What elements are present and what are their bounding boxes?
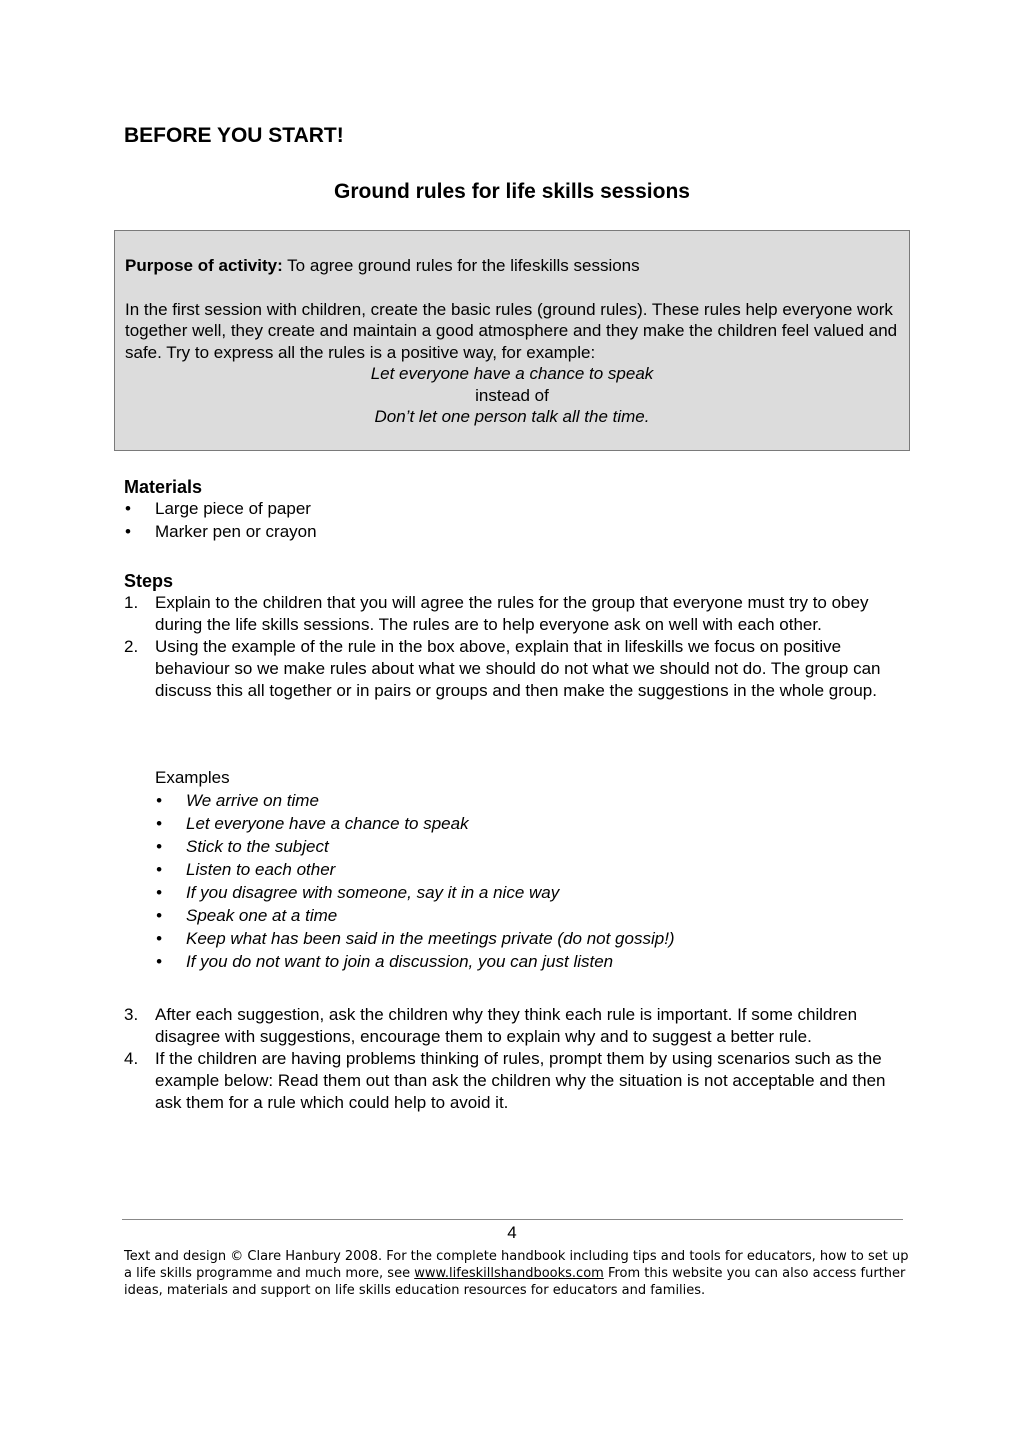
footer-divider — [122, 1219, 903, 1220]
materials-list — [124, 498, 904, 544]
website-link[interactable]: www.lifeskillshandbooks.com — [414, 1266, 604, 1281]
purpose-intro: In the first session with children, create the basic rules (ground rules). These rules help everyone work together well, they create and maintain a good atmosphere and they make the children feel valued and safe. Try to express all the rules is a positive way, for example: — [125, 299, 898, 362]
example-good: Let everyone have a chance to speak — [370, 364, 654, 383]
example-item: • We arrive on time — [155, 790, 895, 813]
steps-heading: Steps — [124, 571, 174, 591]
step-text: After each suggestion, ask the children why they think each rule is important. If some children disagree with suggestions, encourage them to explain why and to suggest a better rule. — [155, 1005, 858, 1046]
instead-of: instead of — [475, 385, 549, 405]
step-number: 4. — [124, 1049, 139, 1068]
steps-continued — [124, 1004, 904, 1114]
step-number: 2. — [124, 637, 139, 656]
example-item: • If you disagree with someone, say it in a nice way — [155, 882, 895, 905]
step-item — [124, 1004, 904, 1048]
purpose-label: Purpose of activity: — [125, 256, 283, 275]
step-text: If the children are having problems thinking of rules, prompt them by using scenarios such as the example below: Read them out than ask the children why the situation is not acceptable and then ask them for a rule which could help to avoid it. — [155, 1049, 886, 1112]
step-text: Using the example of the rule in the box above, explain that in lifeskills we focus on positive behaviour so we make rules about what we should do not what we should not do. The group can discuss this all together or in pairs or groups and then make the suggestions in the whole group. — [155, 637, 881, 700]
steps-list — [124, 592, 904, 702]
example-item: • Keep what has been said in the meetings private (do not gossip!) — [155, 928, 895, 951]
step-number: 1. — [124, 593, 139, 612]
purpose-box — [114, 230, 910, 451]
step-number: 3. — [124, 1005, 139, 1024]
examples-label: Examples — [155, 768, 230, 787]
step-item — [124, 636, 904, 702]
example-bad: Don’t let one person talk all the time. — [374, 407, 650, 426]
examples-list — [155, 790, 895, 974]
example-item: • Speak one at a time — [155, 905, 895, 928]
step-text: Explain to the children that you will agree the rules for the group that everyone must try to obey during the life skills sessions. The rules are to help everyone ask on well with each other. — [155, 593, 869, 634]
example-item: • Listen to each other — [155, 859, 895, 882]
steps-section — [124, 570, 904, 702]
section-kicker: BEFORE YOU START! — [124, 124, 344, 147]
example-item: • Let everyone have a chance to speak — [155, 813, 895, 836]
page-number: 4 — [507, 1223, 517, 1242]
list-item: • Marker pen or crayon — [124, 521, 904, 544]
steps-list-continued — [124, 1004, 904, 1114]
materials-heading: Materials — [124, 477, 203, 497]
footer-text-after: From this website you can also access further ideas, materials and support on life skills education resources for educators and families. — [124, 1266, 906, 1298]
footer-text-before: Text and design © Clare Hanbury 2008. For the complete handbook including tips and tools for educators, how to set up a life skills programme and much more, see — [124, 1249, 909, 1281]
examples-block — [155, 767, 895, 974]
step-item — [124, 1048, 904, 1114]
purpose-line — [125, 255, 899, 277]
footer-text — [124, 1248, 914, 1299]
step-item — [124, 592, 904, 636]
example-item: • If you do not want to join a discussion, you can just listen — [155, 951, 895, 974]
materials-section — [124, 476, 904, 544]
list-item: • Large piece of paper — [124, 498, 904, 521]
example-item: • Stick to the subject — [155, 836, 895, 859]
purpose-text: To agree ground rules for the lifeskills sessions — [282, 256, 640, 275]
page-title: Ground rules for life skills sessions — [334, 180, 690, 203]
